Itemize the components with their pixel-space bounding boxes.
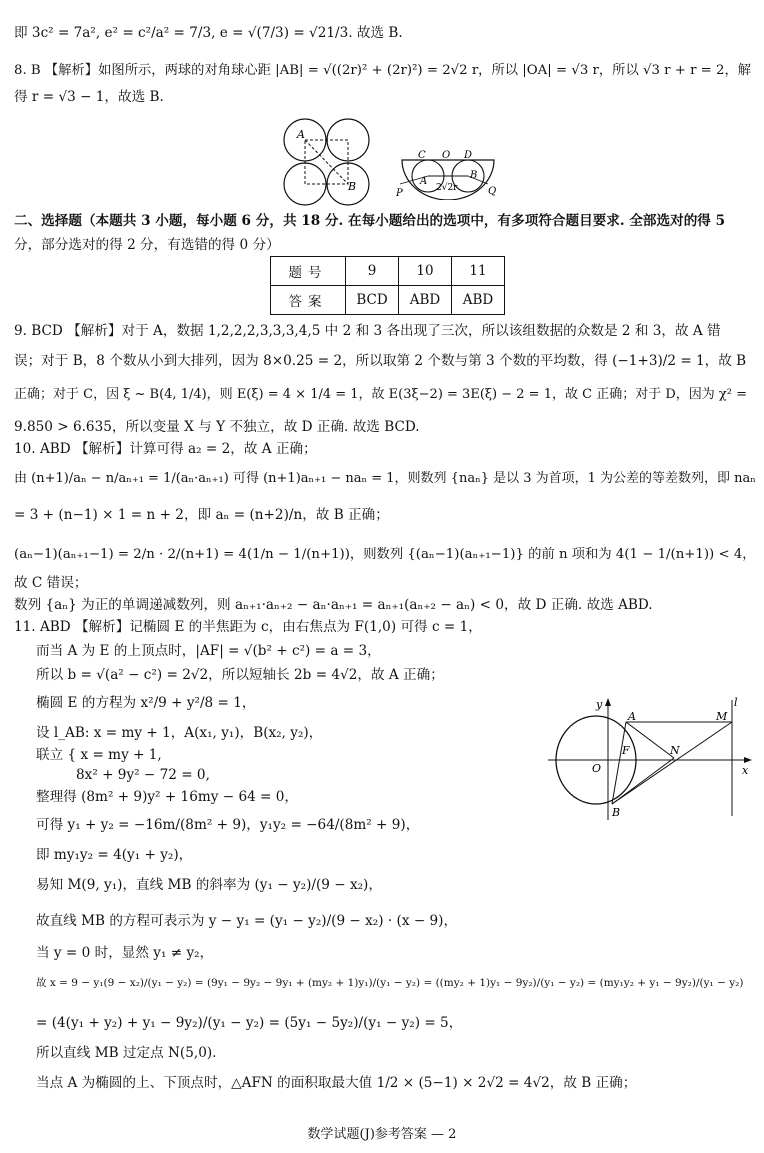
table-cell: 10: [399, 257, 452, 286]
text-line: (aₙ−1)(aₙ₊₁−1) = 2/n · 2/(n+1) = 4(1/n − 1/(n+1))，则数列 {(aₙ−1)(aₙ₊₁−1)} 的前 n 项和为 4(1 − 1/(n+1)) < 4，: [14, 547, 756, 562]
text-line: 联立 { x = my + 1,: [36, 747, 162, 763]
ellipse-figure: [548, 696, 754, 822]
table-cell: 11: [452, 257, 505, 286]
text-line: 11. ABD 【解析】记椭圆 E 的半焦距为 c，由右焦点为 F(1,0) 可得 c = 1，: [14, 619, 482, 635]
text-line: 正确；对于 C，因 ξ ~ B(4, 1/4)，则 E(ξ) = 4 × 1/4 = 1，故 E(3ξ−2) = 3E(ξ) − 2 = 1，故 C 正确；对于 D，因为 χ² =: [14, 387, 747, 402]
text-line: 10. ABD 【解析】计算可得 a₂ = 2，故 A 正确；: [14, 441, 317, 457]
text-line: 9. BCD 【解析】对于 A，数据 1,2,2,2,3,3,3,4,5 中 2 和 3 各出现了三次，所以该组数据的众数是 2 和 3，故 A 错: [14, 323, 721, 339]
svg-text:F: F: [622, 744, 630, 757]
svg-text:O: O: [592, 762, 602, 775]
text-line: 得 r = √3 − 1，故选 B.: [14, 89, 164, 105]
text-line: 所以 b = √(a² − c²) = 2√2，所以短轴长 2b = 4√2，故 A 正确；: [36, 667, 444, 683]
svg-text:2√2r: 2√2r: [436, 183, 458, 193]
text-line: 易知 M(9, y₁)，直线 MB 的斜率为 (y₁ − y₂)/(9 − x₂)，: [36, 877, 382, 893]
text-line: 整理得 (8m² + 9)y² + 16my − 64 = 0，: [36, 789, 299, 805]
page-footer: 数学试题(J)参考答案 — 2: [307, 1127, 457, 1142]
svg-text:B: B: [612, 806, 621, 819]
text-line: 8. B 【解析】如图所示，两球的对角球心距 |AB| = √((2r)² + (2r)²) = 2√2 r，所以 |OA| = √3 r，所以 √3 r + r = 2，解: [14, 63, 752, 78]
section-figure: [396, 148, 500, 200]
text-line: 设 l_AB: x = my + 1，A(x₁, y₁)，B(x₂, y₂)，: [36, 725, 323, 741]
text-line: 而当 A 为 E 的上顶点时，|AF| = √(b² + c²) = a = 3，: [36, 643, 381, 659]
text-line: 椭圆 E 的方程为 x²/9 + y²/8 = 1，: [36, 695, 256, 711]
svg-text:M: M: [716, 710, 728, 723]
svg-text:N: N: [670, 744, 680, 757]
text-line: 当点 A 为椭圆的上、下顶点时，△AFN 的面积取最大值 1/2 × (5−1) × 2√2 = 4√2，故 B 正确；: [36, 1075, 637, 1091]
text-line: 即 3c² = 7a², e² = c²/a² = 7/3, e = √(7/3) = √21/3. 故选 B.: [14, 25, 403, 41]
svg-text:C: C: [418, 150, 426, 161]
svg-text:y: y: [596, 698, 603, 711]
table-cell: ABD: [399, 286, 452, 315]
table-answer-label: 答案: [271, 286, 346, 315]
text-line: 所以直线 MB 过定点 N(5,0).: [36, 1045, 217, 1061]
section-heading: 二、选择题（本题共 3 小题，每小题 6 分，共 18 分. 在每小题给出的选项中，有多项符合题目要求. 全部选对的得 5: [14, 213, 726, 229]
answer-table: [270, 256, 505, 315]
svg-text:x: x: [742, 764, 749, 777]
four-spheres-figure: [282, 118, 378, 208]
table-cell: BCD: [346, 286, 399, 315]
svg-text:B: B: [470, 170, 478, 181]
text-line: = (4(y₁ + y₂) + y₁ − 9y₂)/(y₁ − y₂) = (5y₁ − 5y₂)/(y₁ − y₂) = 5，: [36, 1015, 463, 1031]
text-line: = 3 + (n−1) × 1 = n + 2，即 aₙ = (n+2)/n，故 B 正确；: [14, 507, 389, 523]
text-line: 分，部分选对的得 2 分，有选错的得 0 分）: [14, 237, 280, 253]
text-line: 当 y = 0 时，显然 y₁ ≠ y₂，: [36, 945, 214, 961]
table-header-label: 题号: [271, 257, 346, 286]
table-cell: ABD: [452, 286, 505, 315]
svg-text:P: P: [396, 188, 403, 199]
text-line: 8x² + 9y² − 72 = 0,: [76, 767, 210, 783]
label-b: B: [348, 180, 357, 193]
svg-text:O: O: [442, 150, 451, 161]
svg-text:A: A: [628, 710, 636, 723]
svg-text:A: A: [420, 176, 428, 187]
text-line: 可得 y₁ + y₂ = −16m/(8m² + 9)，y₁y₂ = −64/(8m² + 9)，: [36, 817, 420, 833]
text-line: 即 my₁y₂ = 4(y₁ + y₂)，: [36, 847, 193, 863]
table-cell: 9: [346, 257, 399, 286]
text-line: 9.850 > 6.635，所以变量 X 与 Y 不独立，故 D 正确. 故选 BCD.: [14, 419, 420, 435]
text-line: 误；对于 B，8 个数从小到大排列，因为 8×0.25 = 2，所以取第 2 个数与第 3 个数的平均数，得 (−1+3)/2 = 1，故 B: [14, 353, 747, 369]
label-a: A: [297, 128, 305, 141]
svg-text:D: D: [464, 150, 473, 161]
text-line: 故 C 错误；: [14, 575, 88, 591]
text-line: 故直线 MB 的方程可表示为 y − y₁ = (y₁ − y₂)/(9 − x₂) · (x − 9)，: [36, 913, 458, 929]
svg-text:l: l: [734, 696, 738, 709]
text-line: 数列 {aₙ} 为正的单调递减数列，则 aₙ₊₁·aₙ₊₂ − aₙ·aₙ₊₁ = aₙ₊₁(aₙ₊₂ − aₙ) < 0，故 D 正确. 故选 ABD.: [14, 597, 653, 613]
svg-text:Q: Q: [488, 186, 497, 197]
text-line: 故 x = 9 − y₁(9 − x₂)/(y₁ − y₂) = (9y₁ − 9y₂ − 9y₁ + (my₂ + 1)y₁)/(y₁ − y₂) = ((my₂ + 1)y₁ − 9y₂)/(y₁ − y₂) = (my₁y₂ + y₁ − 9y₂)/(y₁ − y₂): [36, 977, 744, 989]
text-line: 由 (n+1)/aₙ − n/aₙ₊₁ = 1/(aₙ·aₙ₊₁) 可得 (n+1)aₙ₊₁ − naₙ = 1，则数列 {naₙ} 是以 3 为首项，1 为公差的等差数列，即 naₙ: [14, 471, 756, 486]
